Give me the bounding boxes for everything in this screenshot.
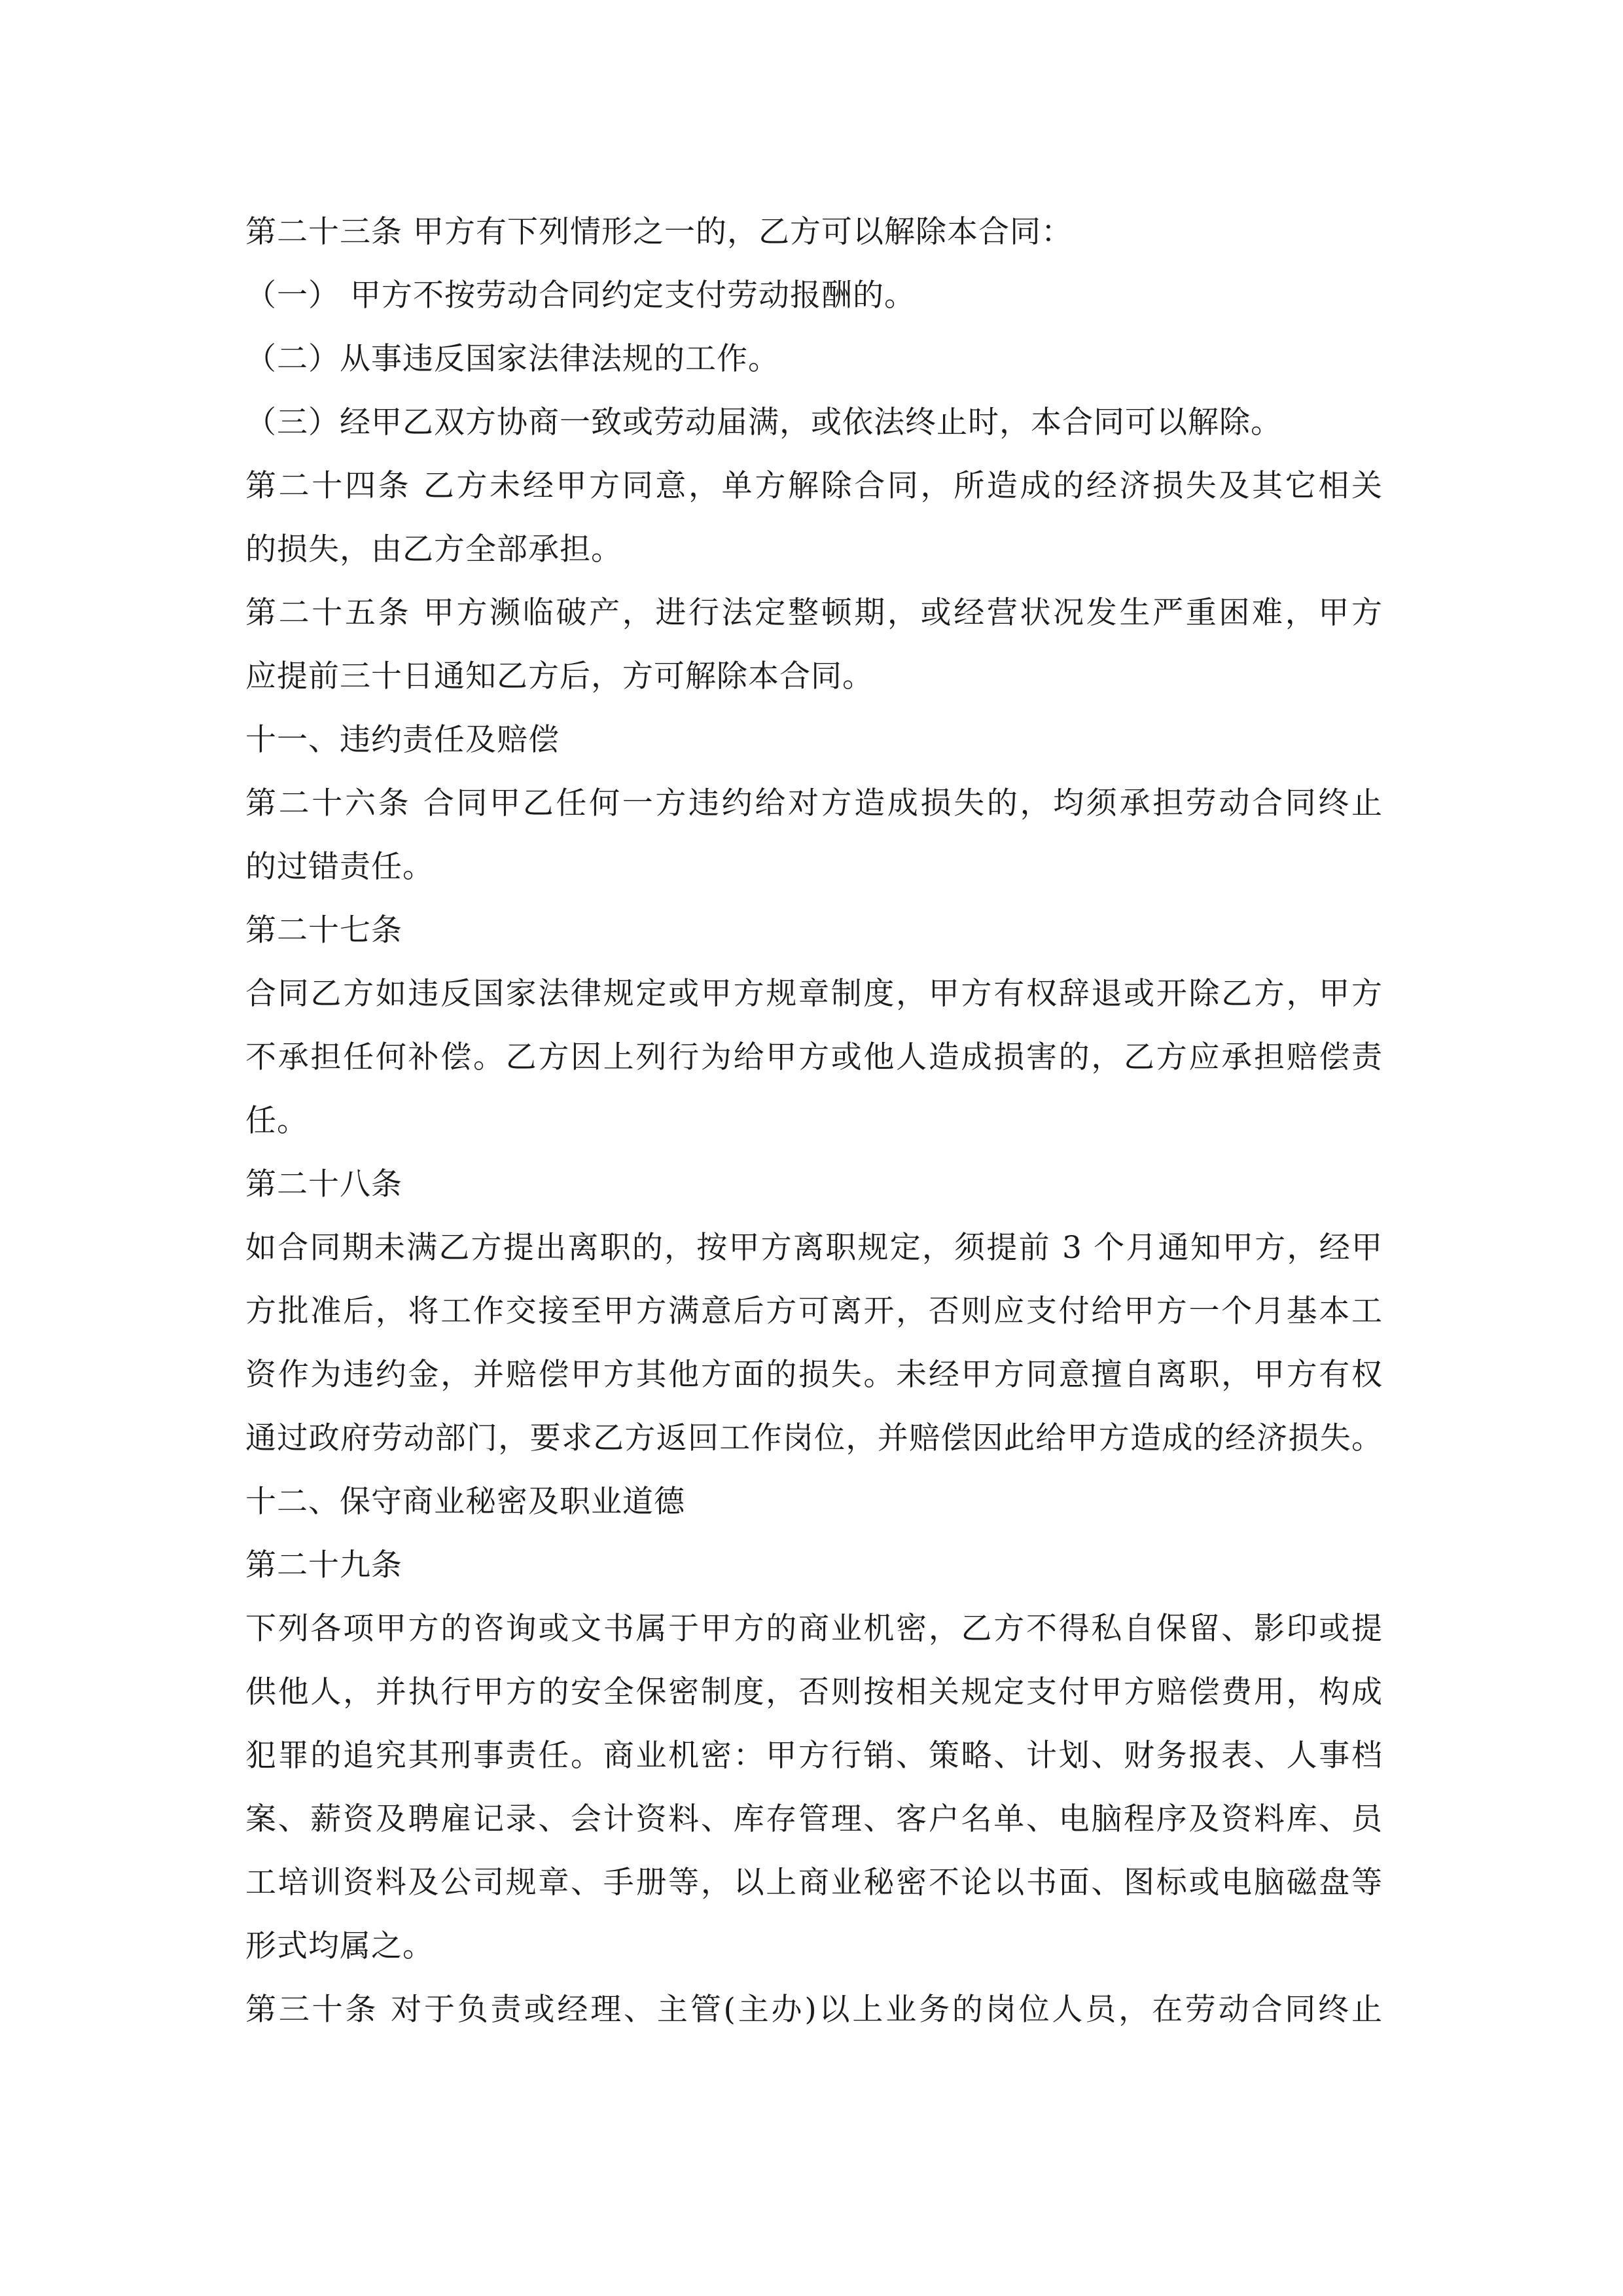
article-24-line-1: 第二十四条 乙方未经甲方同意，单方解除合同，所造成的经济损失及其它相关 (245, 468, 1383, 504)
article-28-heading: 第二十八条 (245, 1166, 402, 1202)
article-24-line-2: 的损失，由乙方全部承担。 (245, 531, 622, 567)
section-12-heading: 十二、保守商业秘密及职业道德 (245, 1484, 685, 1520)
article-27-line-1: 合同乙方如违反国家法律规定或甲方规章制度，甲方有权辞退或开除乙方，甲方 (245, 976, 1383, 1012)
article-23-heading: 第二十三条 甲方有下列情形之一的，乙方可以解除本合同： (245, 214, 1073, 250)
article-23-item-1: （一） 甲方不按劳动合同约定支付劳动报酬的。 (245, 278, 916, 314)
article-25-line-1: 第二十五条 甲方濒临破产，进行法定整顿期，或经营状况发生严重困难，甲方 (245, 595, 1383, 631)
article-29-line-6: 形式均属之。 (245, 1928, 434, 1964)
article-28-line-1: 如合同期未满乙方提出离职的，按甲方离职规定，须提前 3 个月通知甲方，经甲 (245, 1230, 1383, 1266)
article-29-line-2: 供他人，并执行甲方的安全保密制度，否则按相关规定支付甲方赔偿费用，构成 (245, 1674, 1383, 1710)
article-29-line-5: 工培训资料及公司规章、手册等，以上商业秘密不论以书面、图标或电脑磁盘等 (245, 1865, 1383, 1901)
article-26-line-2: 的过错责任。 (245, 849, 434, 885)
article-29-line-1: 下列各项甲方的咨询或文书属于甲方的商业机密，乙方不得私自保留、影印或提 (245, 1611, 1383, 1647)
document-body (245, 200, 1383, 2041)
section-11-heading: 十一、违约责任及赔偿 (245, 722, 560, 758)
article-27-line-2: 不承担任何补偿。乙方因上列行为给甲方或他人造成损害的，乙方应承担赔偿责 (245, 1039, 1383, 1075)
article-28-line-3: 资作为违约金，并赔偿甲方其他方面的损失。未经甲方同意擅自离职，甲方有权 (245, 1357, 1383, 1393)
article-27-line-3: 任。 (245, 1103, 308, 1139)
article-23-item-3: （三）经甲乙双方协商一致或劳动届满，或依法终止时，本合同可以解除。 (245, 404, 1282, 440)
article-23-item-2: （二）从事违反国家法律法规的工作。 (245, 341, 779, 377)
article-25-line-2: 应提前三十日通知乙方后，方可解除本合同。 (245, 658, 874, 694)
article-29-line-3: 犯罪的追究其刑事责任。商业机密：甲方行销、策略、计划、财务报表、人事档 (245, 1738, 1383, 1774)
article-28-line-2: 方批准后，将工作交接至甲方满意后方可离开，否则应支付给甲方一个月基本工 (245, 1293, 1383, 1329)
article-29-line-4: 案、薪资及聘雇记录、会计资料、库存管理、客户名单、电脑程序及资料库、员 (245, 1801, 1383, 1837)
article-27-heading: 第二十七条 (245, 912, 402, 948)
article-28-line-4: 通过政府劳动部门，要求乙方返回工作岗位，并赔偿因此给甲方造成的经济损失。 (245, 1420, 1383, 1456)
article-30-line-1: 第三十条 对于负责或经理、主管(主办)以上业务的岗位人员，在劳动合同终止 (245, 1992, 1383, 2028)
article-26-line-1: 第二十六条 合同甲乙任何一方违约给对方造成损失的，均须承担劳动合同终止 (245, 785, 1383, 821)
article-29-heading: 第二十九条 (245, 1547, 402, 1583)
